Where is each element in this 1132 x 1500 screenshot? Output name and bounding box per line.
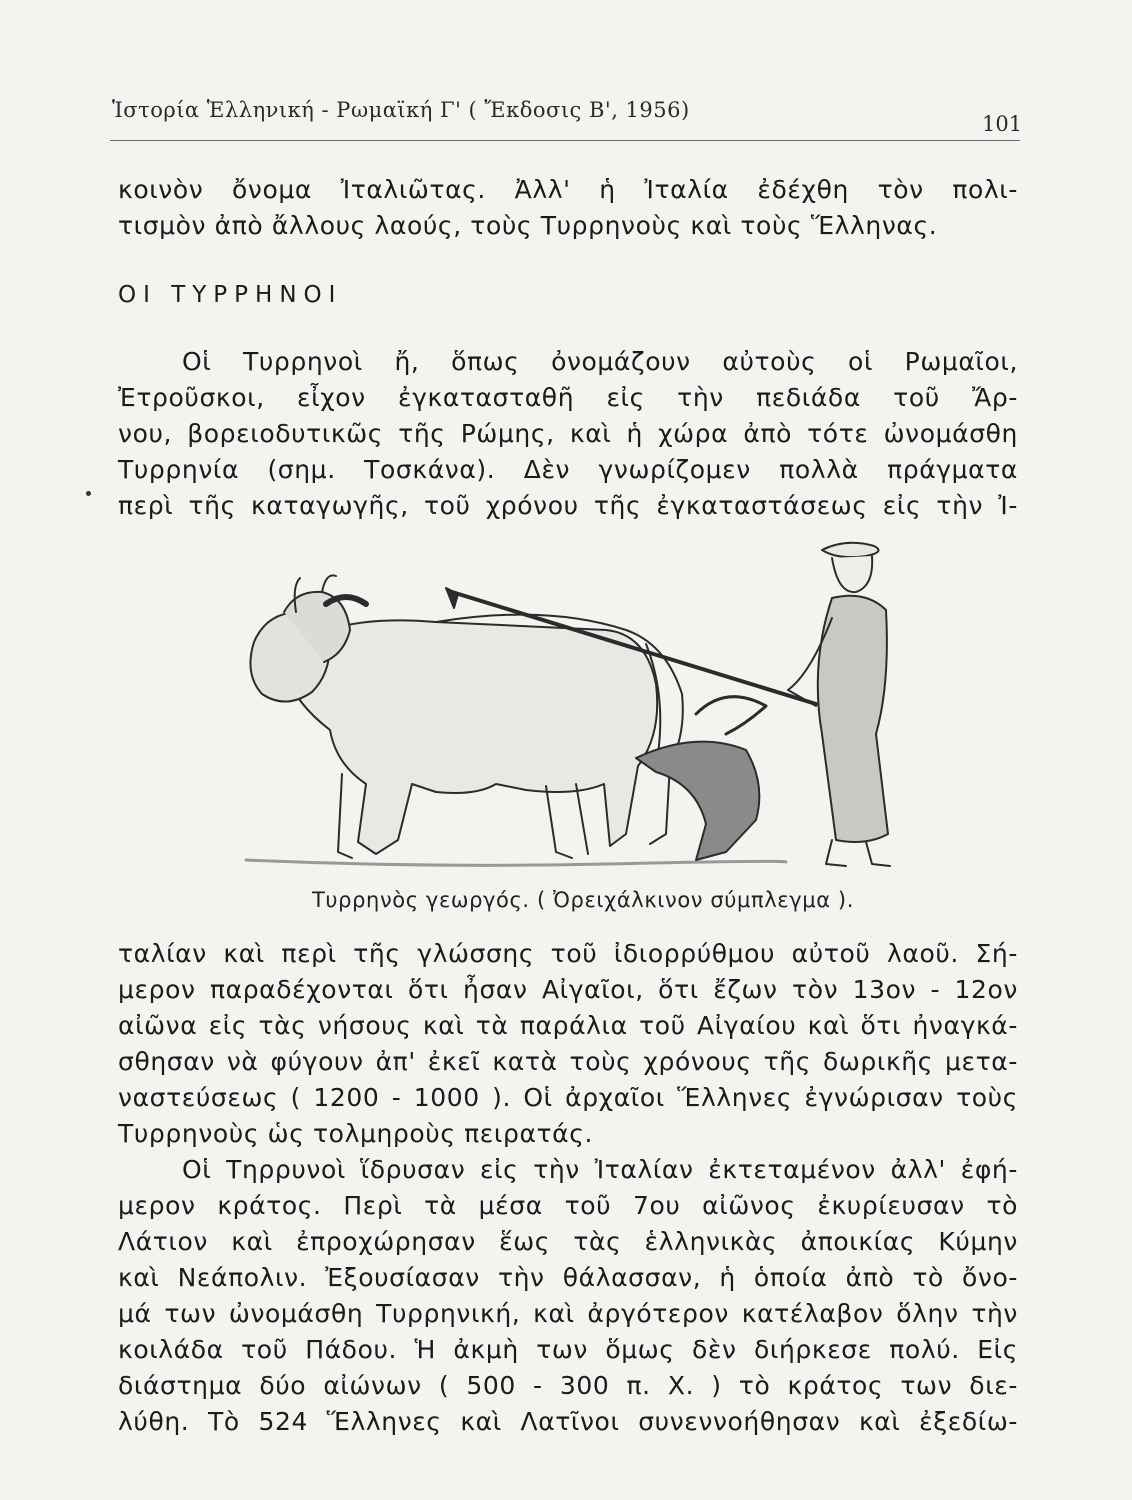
text-line: Λάτιον καὶ ἐπροχώρησαν ἕως τὰς ἑλληνικὰς ἀποικίας Κύμην: [118, 1227, 1018, 1256]
text-line: κοινὸν ὄνομα Ἰταλιῶτας. Ἀλλ' ἡ Ἰταλία ἐδέχθη τὸν πολι-: [118, 175, 1018, 204]
section-heading: ΟΙ ΤΥΡΡΗΝΟΙ: [118, 282, 343, 308]
text-line: λύθη. Τὸ 524 Ἕλληνες καὶ Λατῖνοι συνεννοήθησαν καὶ ἐξεδίω-: [118, 1407, 1018, 1436]
ox-leg: [546, 786, 572, 858]
ploughman-hat: [822, 543, 879, 557]
text-line: Οἱ Τυρρηνοὶ ἤ, ὅπως ὀνομάζουν αὐτοὺς οἱ Ρωμαῖοι,: [182, 347, 1018, 376]
text-line: ναστεύσεως ( 1200 - 1000 ). Οἱ ἀρχαῖοι Ἕλληνες ἐγνώρισαν τοὺς: [118, 1083, 1018, 1112]
ground-line: [246, 860, 786, 865]
text-line: σθησαν νὰ φύγουν ἀπ' ἐκεῖ κατὰ τοὺς χρόνους τῆς δωρικῆς μετα-: [118, 1047, 1018, 1076]
ploughman-body: [818, 596, 888, 842]
text-line: Ἐτροῦσκοι, εἶχον ἐγκατασταθῆ εἰς τὴν πεδιάδα τοῦ Ἄρ-: [118, 383, 1018, 412]
ox-body: [286, 620, 657, 854]
text-line: αἰῶνα εἰς τὰς νήσους καὶ τὰ παράλια τοῦ Αἰγαίου καὶ ὅτι ἠναγκά-: [118, 1011, 1018, 1040]
goad-tip: [446, 588, 458, 608]
ox-leg: [576, 784, 588, 854]
ploughman-illustration: [226, 534, 916, 884]
paragraph-3: [118, 1152, 1018, 1440]
text-line: διάστημα δύο αἰώνων ( 500 - 300 π. Χ. ) τὸ κράτος των διε-: [118, 1371, 1018, 1400]
text-line: τισμὸν ἀπὸ ἄλλους λαούς, τοὺς Τυρρηνοὺς καὶ τοὺς Ἕλληνας.: [118, 211, 938, 240]
yoke: [326, 597, 366, 604]
intro-text: [118, 172, 1018, 244]
ploughman-leg: [866, 842, 890, 866]
figure-caption: Τυρρηνὸς γεωργός. ( Ὀρειχάλκινον σύμπλεγμα ).: [312, 888, 855, 912]
text-line: ταλίαν καὶ περὶ τῆς γλώσσης τοῦ ἰδιορρύθμου αὐτοῦ λαοῦ. Σή-: [118, 939, 1018, 968]
text-line: μερον κράτος. Περὶ τὰ μέσα τοῦ 7ου αἰῶνος ἐκυρίευσαν τὸ: [118, 1191, 1018, 1220]
ox-horn: [322, 575, 336, 592]
plough-handle: [696, 697, 766, 734]
text-line: περὶ τῆς καταγωγῆς, τοῦ χρόνου τῆς ἐγκαταστάσεως εἰς τὴν Ἰ-: [118, 491, 1018, 520]
text-line: Τυρρηνοὺς ὡς τολμηροὺς πειρατάς.: [118, 1119, 594, 1148]
page-number: 101: [982, 112, 1023, 136]
text-line: κοιλάδα τοῦ Πάδου. Ἡ ἀκμὴ των ὅμως δὲν διήρκεσε πολύ. Εἰς: [118, 1335, 1018, 1364]
text-line: νου, βορειοδυτικῶς τῆς Ρώμης, καὶ ἡ χώρα ἀπὸ τότε ὠνομάσθη: [118, 419, 1018, 448]
text-line: μά των ὠνομάσθη Τυρρηνική, καὶ ἀργότερον κατέλαβον ὅλην τὴν: [118, 1299, 1018, 1328]
paragraph-2: [118, 936, 1018, 1152]
paragraph-1: [118, 344, 1018, 524]
text-line: μερον παραδέχονται ὅτι ἦσαν Αἰγαῖοι, ὅτι ἔζων τὸν 13ον - 12ον: [118, 975, 1018, 1004]
ploughman-leg: [826, 840, 846, 866]
header-rule: [110, 140, 1020, 141]
ploughman-head: [832, 556, 872, 592]
text-line: Οἱ Τηρρυνοὶ ἵδρυσαν εἰς τὴν Ἰταλίαν ἐκτεταμένον ἀλλ' ἐφή-: [182, 1155, 1018, 1184]
text-line: Τυρρηνία (σημ. Τοσκάνα). Δὲν γνωρίζομεν πολλὰ πράγματα: [118, 455, 1018, 484]
running-head: Ἱστορία Ἑλληνική - Ρωμαϊκή Γ' ( Ἔκδοσις Β', 1956): [112, 98, 690, 122]
margin-mark: [86, 491, 91, 496]
ox-leg: [338, 774, 352, 858]
text-line: καὶ Νεάπολιν. Ἐξουσίασαν τὴν θάλασσαν, ἡ ὁποία ἀπὸ τὸ ὄνο-: [118, 1263, 1018, 1292]
